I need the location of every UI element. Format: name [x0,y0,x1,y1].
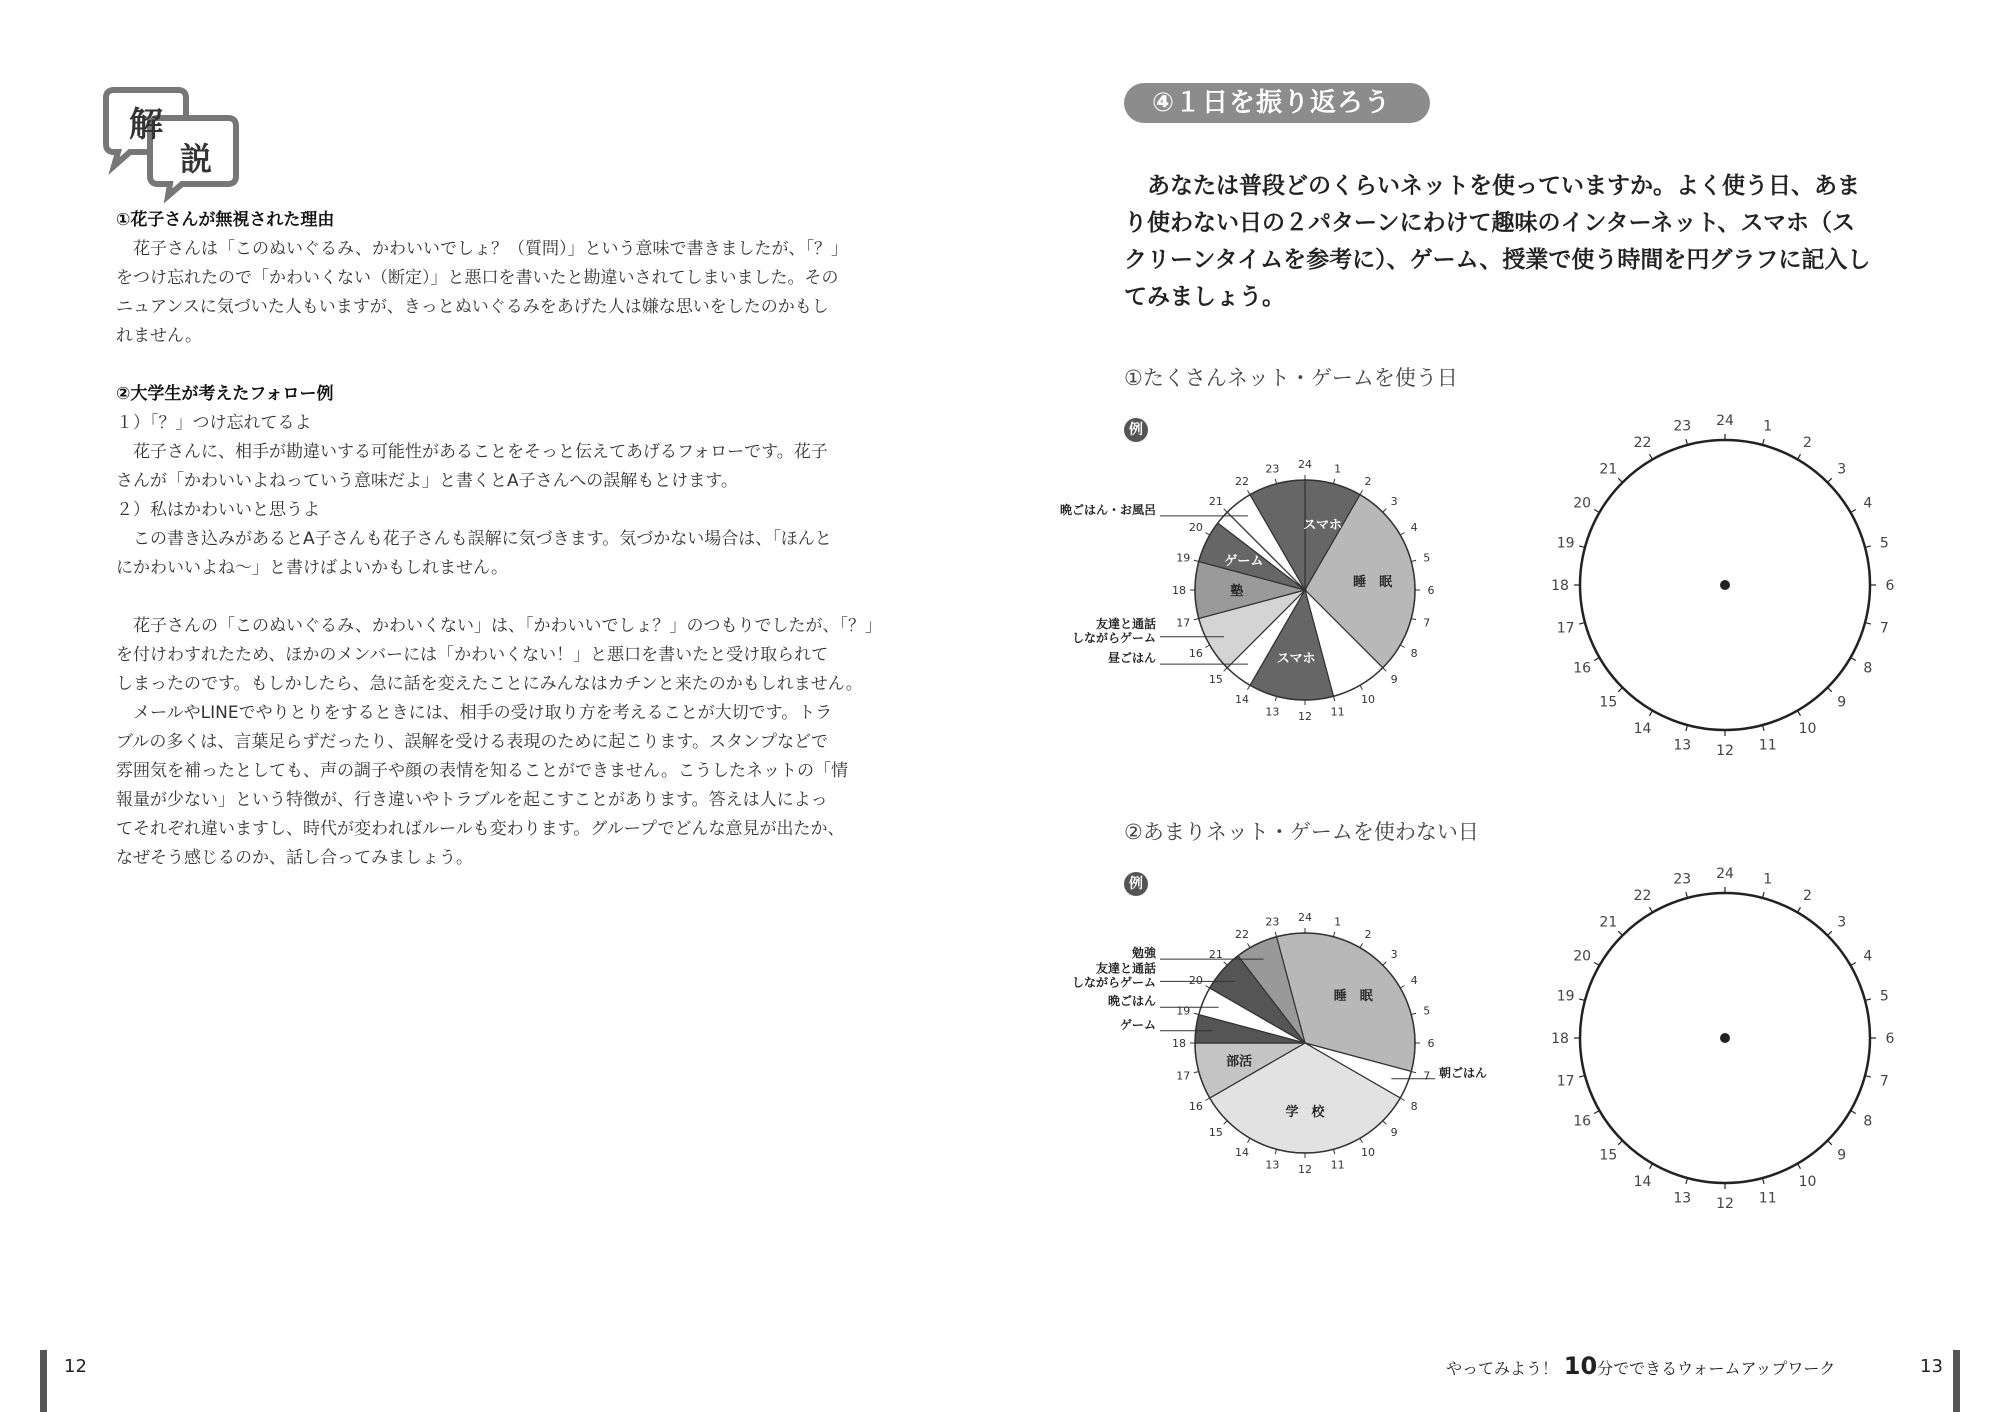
pie-tick-9 [1383,668,1387,672]
pie-hour-label-16: 16 [1188,1100,1203,1113]
pie-tick-19 [1194,1013,1199,1014]
clock-hour-label-21: 21 [1599,914,1618,931]
pie-callout-4: 昼ごはん [1107,651,1156,666]
pie-hour-label-21: 21 [1208,494,1223,508]
clock-hour-label-24: 24 [1716,413,1734,429]
pie-tick-3 [1383,962,1387,966]
pie-tick-13 [1275,1149,1276,1154]
pie-hour-label-5: 5 [1423,551,1431,565]
pie-hour-label-17: 17 [1176,616,1191,630]
pie-hour-label-5: 5 [1423,1004,1431,1018]
clock-hour-label-8: 8 [1863,660,1873,677]
clock-hour-label-19: 19 [1556,988,1575,1005]
example-badge-2: 例 [1124,872,1148,896]
follow-item-2-line-2: にかわいいよね～」と書けばよいかもしれません。 [116,558,509,578]
pie-tick-21 [1224,962,1228,966]
subheading-light-day: ②あまりネット・ゲームを使わない日 [1124,820,1479,844]
clock-tick-3 [1828,478,1832,482]
pie-hour-label-23: 23 [1265,915,1280,929]
pie-hour-label-12: 12 [1298,1163,1312,1176]
clock-tick-8 [1851,1111,1856,1114]
pie-hour-label-19: 19 [1176,551,1191,565]
pie-hour-label-21: 21 [1208,947,1223,961]
clock-hour-label-20: 20 [1573,948,1592,965]
explanation-badge-icon [100,86,245,198]
clock-hour-label-11: 11 [1758,1190,1777,1207]
heading-reason: ①花子さんが無視された理由 [116,210,335,230]
example-pie-chart-light [1071,898,1490,1188]
pie-hour-label-14: 14 [1235,1146,1249,1160]
follow-item-1-line-2: さんが「かわいいよねっていう意味だよ」と書くとA子さんへの誤解もとけます。 [116,471,738,491]
series-title [1446,1352,1835,1380]
pie-hour-label-20: 20 [1188,521,1203,534]
clock-center-dot [1720,1033,1730,1043]
clock-hour-label-5: 5 [1879,988,1889,1005]
pie-hour-label-9: 9 [1390,673,1398,687]
subheading-heavy-day: ①たくさんネット・ゲームを使う日 [1124,366,1458,390]
series-prefix: やってみよう！ [1446,1359,1559,1378]
right-edge-bar [1953,1350,1960,1412]
clock-hour-label-12: 12 [1716,1196,1734,1212]
clock-hour-label-19: 19 [1556,535,1575,552]
pie-callout-7: 勉強 [1131,946,1156,961]
pie-hour-label-13: 13 [1265,705,1280,719]
clock-hour-label-6: 6 [1885,1031,1895,1047]
clock-hour-label-4: 4 [1863,948,1873,965]
pie-hour-label-7: 7 [1423,616,1431,630]
clock-hour-label-21: 21 [1599,461,1618,478]
clock-tick-4 [1851,963,1856,966]
clock-tick-16 [1594,1111,1599,1114]
intro-line-1: あなたは普段どのくらいネットを使っていますか。よく使う日、あま [1147,173,1860,199]
pie-slice-label-1: 睡 眠 [1353,575,1393,591]
pie-tick-13 [1275,696,1276,701]
pie-slice-label-3: スマホ [1276,651,1316,667]
clock-hour-label-17: 17 [1556,620,1575,637]
pie-tick-23 [1275,479,1276,484]
clock-hour-label-16: 16 [1573,1113,1592,1130]
pie-hour-label-18: 18 [1172,1037,1186,1050]
series-number: 10 [1563,1352,1598,1380]
clock-tick-14 [1650,711,1653,716]
clock-hour-label-6: 6 [1885,578,1895,594]
pie-hour-label-16: 16 [1188,647,1203,660]
pie-hour-label-13: 13 [1265,1158,1280,1172]
clock-tick-3 [1828,931,1832,935]
clock-hour-label-3: 3 [1837,461,1847,478]
clock-hour-label-13: 13 [1673,1190,1692,1207]
clock-tick-9 [1828,688,1832,692]
pie-hour-label-6: 6 [1427,1037,1435,1050]
pie-tick-1 [1333,932,1334,937]
para-reason-2: をつけ忘れたので「かわいくない（断定）」と悪口を書いたと勘違いされてしまいました。その [116,268,839,288]
pie-tick-7 [1411,1071,1416,1072]
pie-hour-label-8: 8 [1410,1100,1418,1113]
pie-callout-5: 晩ごはん [1107,994,1156,1009]
pie-hour-label-8: 8 [1410,647,1418,660]
pie-hour-label-2: 2 [1364,927,1372,941]
summary-line-5: ブルの多くは、言葉足らずだったり、誤解を受ける表現のために起こります。スタンプなどで [116,732,828,752]
pie-tick-16 [1205,1098,1209,1101]
page-number-right: 13 [1920,1356,1943,1377]
pie-hour-label-9: 9 [1390,1126,1398,1140]
summary-line-9: なぜそう感じるのか、話し合ってみましょう。 [116,848,473,868]
intro-line-2: り使わない日の２パターンにわけて趣味のインターネット、スマホ（ス [1124,210,1855,236]
summary-line-3: しまったのです。もしかしたら、急に話を変えたことにみんなはカチンと来たのかもしれません。 [116,674,863,694]
clock-hour-label-18: 18 [1551,578,1569,594]
pie-tick-7 [1411,618,1416,619]
clock-hour-label-22: 22 [1633,435,1652,452]
pie-tick-4 [1400,986,1404,989]
pie-tick-10 [1360,1138,1363,1142]
pie-hour-label-3: 3 [1390,947,1398,961]
clock-tick-20 [1594,510,1599,513]
pie-callout-4: ゲーム [1119,1017,1156,1032]
summary-line-8: てそれぞれ違いますし、時代が変わればルールも変わります。グループでどんな意見が出たか、 [116,819,845,839]
follow-item-2-title: ２）私はかわいいと思うよ [116,500,320,520]
pie-tick-14 [1248,685,1251,689]
pie-hour-label-7: 7 [1423,1069,1431,1083]
clock-tick-16 [1594,658,1599,661]
pie-hour-label-6: 6 [1427,584,1435,597]
pie-tick-19 [1194,560,1199,561]
pie-hour-label-1: 1 [1334,915,1342,929]
pie-hour-label-2: 2 [1364,474,1372,488]
clock-hour-label-14: 14 [1633,1173,1652,1190]
clock-hour-label-9: 9 [1837,1147,1847,1164]
clock-hour-label-23: 23 [1673,871,1692,888]
pie-hour-label-22: 22 [1235,474,1249,488]
clock-hour-label-17: 17 [1556,1073,1575,1090]
pie-hour-label-15: 15 [1208,673,1223,687]
clock-hour-label-2: 2 [1803,888,1812,905]
pie-tick-8 [1400,645,1404,648]
summary-line-6: 雰囲気を補ったとしても、声の調子や顔の表情を知ることができません。こうしたネットの「情 [116,761,849,781]
clock-hour-label-4: 4 [1863,495,1873,512]
pie-hour-label-22: 22 [1235,927,1249,941]
clock-tick-20 [1594,963,1599,966]
intro-text [1124,168,1910,316]
clock-hour-label-7: 7 [1879,1073,1889,1090]
pie-tick-11 [1333,696,1334,701]
pie-hour-label-12: 12 [1298,710,1312,723]
pie-tick-10 [1360,685,1363,689]
pie-hour-label-4: 4 [1410,521,1418,534]
pie-hour-label-1: 1 [1334,462,1342,476]
pie-callout-1: 朝ごはん [1439,1065,1488,1080]
section-title: ④１日を振り返ろう [1124,83,1430,123]
pie-tick-2 [1360,490,1363,494]
pie-hour-label-10: 10 [1361,1146,1375,1160]
clock-hour-label-20: 20 [1573,495,1592,512]
clock-hour-label-11: 11 [1758,737,1777,754]
blank-clock-chart-heavy[interactable] [1540,413,1910,759]
series-suffix: 分でできるウォームアップワーク [1597,1359,1836,1378]
pie-tick-20 [1205,986,1209,989]
pie-tick-1 [1333,479,1334,484]
clock-hour-label-2: 2 [1803,435,1812,452]
clock-hour-label-12: 12 [1716,743,1734,759]
summary-line-1: 花子さんの「このぬいぐるみ、かわいくない」は、「かわいいでしょ？」のつもりでしたが、「？」 [133,616,883,636]
clock-hour-label-15: 15 [1599,694,1618,711]
follow-item-1-title: １）「？」つけ忘れてるよ [116,413,312,433]
page-number-left: 12 [64,1356,87,1377]
pie-tick-5 [1411,560,1416,561]
explanation-body [116,206,906,873]
summary-line-4: メールやLINEでやりとりをするときには、相手の受け取り方を考えることが大切です。トラ [133,703,833,723]
pie-hour-label-19: 19 [1176,1004,1191,1018]
pie-tick-17 [1194,1071,1199,1072]
pie-tick-14 [1248,1138,1251,1142]
clock-tick-15 [1618,688,1622,692]
clock-hour-label-14: 14 [1633,720,1652,737]
pie-tick-8 [1400,1098,1404,1101]
pie-hour-label-24: 24 [1298,911,1312,924]
clock-tick-10 [1798,711,1801,716]
pie-slice-label-6: 塾 [1230,584,1244,599]
clock-hour-label-1: 1 [1763,871,1773,888]
clock-tick-15 [1618,1141,1622,1145]
pie-tick-21 [1224,509,1228,513]
clock-hour-label-22: 22 [1633,888,1652,905]
pie-tick-15 [1224,668,1228,672]
example-pie-chart-heavy [1059,445,1490,735]
pie-callout-6: 友達と通話しながらゲーム [1071,961,1156,990]
clock-tick-8 [1851,658,1856,661]
pie-tick-9 [1383,1121,1387,1125]
clock-tick-2 [1798,454,1801,459]
pie-tick-20 [1205,533,1209,536]
pie-slice-label-3: 部活 [1226,1054,1253,1070]
heading-follow: ②大学生が考えたフォロー例 [116,384,334,404]
follow-item-2-line-1: この書き込みがあるとA子さんも花子さんも誤解に気づきます。気づかない場合は、「ほんと [133,529,832,549]
clock-tick-10 [1798,1164,1801,1169]
para-reason-3: ニュアンスに気づいた人もいますが、きっとぬいぐるみをあげた人は嫌な思いをしたのかもし [116,297,829,317]
pie-tick-3 [1383,509,1387,513]
clock-center-dot [1720,580,1730,590]
pie-tick-15 [1224,1121,1228,1125]
pie-hour-label-23: 23 [1265,462,1280,476]
clock-hour-label-8: 8 [1863,1113,1873,1130]
clock-tick-4 [1851,510,1856,513]
pie-tick-11 [1333,1149,1334,1154]
pie-hour-label-20: 20 [1188,974,1203,987]
clock-hour-label-13: 13 [1673,737,1692,754]
pie-hour-label-18: 18 [1172,584,1186,597]
badge-char-2: 説 [179,140,213,178]
para-reason-4: れません。 [116,326,203,346]
clock-hour-label-16: 16 [1573,660,1592,677]
pie-tick-23 [1275,932,1276,937]
pie-slice-label-0: スマホ [1303,518,1343,534]
blank-clock-chart-light[interactable] [1540,866,1910,1212]
pie-hour-label-3: 3 [1390,494,1398,508]
pie-tick-17 [1194,618,1199,619]
pie-tick-4 [1400,533,1404,536]
intro-line-4: てみましょう。 [1124,284,1285,310]
clock-hour-label-9: 9 [1837,694,1847,711]
pie-hour-label-10: 10 [1361,693,1375,707]
summary-line-7: 報量が少ない」という特徴が、行き違いやトラブルを起こすことがあります。答えは人によっ [116,790,828,810]
clock-tick-14 [1650,1164,1653,1169]
clock-hour-label-10: 10 [1798,720,1817,737]
pie-tick-16 [1205,645,1209,648]
clock-hour-label-23: 23 [1673,418,1692,435]
clock-hour-label-5: 5 [1879,535,1889,552]
left-edge-bar [40,1350,47,1412]
clock-hour-label-18: 18 [1551,1031,1569,1047]
pie-tick-22 [1248,943,1251,947]
clock-tick-2 [1798,907,1801,912]
pie-hour-label-15: 15 [1208,1126,1223,1140]
clock-tick-9 [1828,1141,1832,1145]
clock-hour-label-15: 15 [1599,1147,1618,1164]
pie-hour-label-14: 14 [1235,693,1249,707]
pie-slice-label-2: 学 校 [1285,1105,1325,1121]
clock-hour-label-1: 1 [1763,418,1773,435]
pie-hour-label-11: 11 [1330,1158,1345,1172]
clock-tick-21 [1618,931,1622,935]
pie-tick-5 [1411,1013,1416,1014]
clock-hour-label-3: 3 [1837,914,1847,931]
clock-hour-label-7: 7 [1879,620,1889,637]
pie-hour-label-17: 17 [1176,1069,1191,1083]
clock-tick-22 [1650,454,1653,459]
badge-char-1: 解 [129,105,163,145]
pie-callout-5: 友達と通話しながらゲーム [1071,616,1156,645]
pie-slice-label-7: ゲーム [1224,553,1264,569]
pie-tick-2 [1360,943,1363,947]
clock-hour-label-24: 24 [1716,866,1734,882]
summary-line-2: を付けわすれたため、ほかのメンバーには「かわいくない！」と悪口を書いたと受け取られて [116,645,829,665]
pie-hour-label-11: 11 [1330,705,1345,719]
pie-callout-9: 晩ごはん・お風呂 [1059,502,1156,517]
clock-hour-label-10: 10 [1798,1173,1817,1190]
clock-tick-21 [1618,478,1622,482]
example-badge-1: 例 [1124,418,1148,442]
pie-tick-22 [1248,490,1251,494]
pie-hour-label-4: 4 [1410,974,1418,987]
intro-line-3: クリーンタイムを参考に）、ゲーム、授業で使う時間を円グラフに記入し [1124,247,1871,273]
pie-slice-label-0: 睡 眠 [1333,988,1373,1004]
para-reason-1: 花子さんは「このぬいぐるみ、かわいいでしょ？（質問）」という意味で書きましたが、「？」 [133,239,849,259]
clock-tick-22 [1650,907,1653,912]
follow-item-1-line-1: 花子さんに、相手が勘違いする可能性があることをそっと伝えてあげるフォローです。花子 [133,442,828,462]
pie-hour-label-24: 24 [1298,458,1312,471]
